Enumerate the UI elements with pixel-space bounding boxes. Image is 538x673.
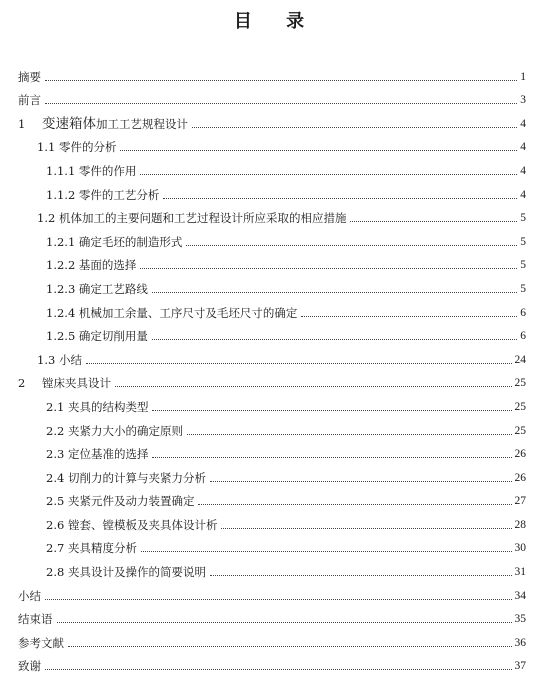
toc-page-number: 26 bbox=[514, 471, 526, 484]
toc-entry-number: 1.2 bbox=[37, 211, 56, 226]
toc-leader-dots bbox=[141, 550, 512, 552]
toc-entry[interactable] bbox=[18, 60, 526, 84]
toc-entry[interactable] bbox=[18, 178, 526, 202]
toc-entry-title: 小结 bbox=[58, 352, 82, 367]
toc-entry-label bbox=[18, 117, 190, 131]
toc-entry-title: 确定工艺路线 bbox=[78, 281, 148, 296]
toc-entry-title: 零件的分析 bbox=[58, 140, 117, 155]
toc-entry-label bbox=[37, 353, 84, 367]
toc-entry-number: 1.2.1 bbox=[46, 234, 76, 249]
toc-entry-label bbox=[18, 93, 43, 107]
toc-entry-title: 确定切削用量 bbox=[78, 329, 148, 344]
toc-entry[interactable] bbox=[18, 272, 526, 296]
toc-entry-label bbox=[37, 211, 348, 225]
toc-page-number: 6 bbox=[520, 306, 526, 319]
toc-entry-label bbox=[46, 188, 161, 202]
toc-entry[interactable] bbox=[18, 202, 526, 226]
toc-leader-dots bbox=[140, 173, 517, 175]
toc-leader-dots bbox=[68, 645, 512, 647]
toc-entry[interactable] bbox=[18, 225, 526, 249]
toc-page-number: 36 bbox=[514, 636, 526, 649]
toc-page-number: 25 bbox=[514, 377, 526, 390]
toc-leader-dots bbox=[152, 291, 517, 293]
toc-entry[interactable] bbox=[18, 296, 526, 320]
toc-entry-title: 夹具精度分析 bbox=[67, 541, 137, 556]
toc-entry-label bbox=[46, 471, 208, 485]
toc-leader-dots bbox=[152, 338, 517, 340]
toc-leader-dots bbox=[163, 197, 517, 199]
toc-page-number: 28 bbox=[514, 518, 526, 531]
toc-page-number: 24 bbox=[514, 353, 526, 366]
toc-entry-title: 机械加工余量、工序尺寸及毛坯尺寸的确定 bbox=[78, 305, 298, 320]
toc-entry-number: 2.4 bbox=[46, 470, 65, 485]
toc-entry[interactable] bbox=[18, 414, 526, 438]
toc-entry[interactable] bbox=[18, 555, 526, 579]
toc-entry-label bbox=[46, 306, 299, 320]
toc-entry-label bbox=[46, 235, 184, 249]
toc-entry-label bbox=[46, 400, 150, 414]
toc-entry-number: 1.2.4 bbox=[46, 305, 76, 320]
toc-page-number: 31 bbox=[514, 566, 526, 579]
toc-page-number: 1 bbox=[520, 70, 526, 83]
toc-entry-number: 1.2.5 bbox=[46, 329, 76, 344]
toc-leader-dots bbox=[120, 149, 517, 151]
toc-leader-dots bbox=[152, 409, 511, 411]
toc-entry-title: 加工工艺规程设计 bbox=[96, 116, 188, 131]
toc-entry-label bbox=[46, 565, 208, 579]
toc-entry[interactable] bbox=[18, 532, 526, 556]
toc-entry[interactable] bbox=[18, 390, 526, 414]
toc-page-number: 5 bbox=[520, 259, 526, 272]
toc-entry-number: 1 bbox=[18, 116, 26, 131]
toc-entry-title: 前言 bbox=[18, 93, 41, 108]
toc-entry-label bbox=[18, 376, 113, 390]
toc-leader-dots bbox=[45, 102, 517, 104]
toc-entry-label bbox=[46, 447, 150, 461]
toc-entry-number: 1.3 bbox=[37, 352, 56, 367]
toc-leader-dots bbox=[45, 668, 512, 670]
toc-entry-title-emphasis: 变速箱体 bbox=[42, 115, 96, 132]
toc-entry-title: 镗套、镗模板及夹具体设计析 bbox=[67, 517, 218, 532]
toc-page-number: 35 bbox=[514, 613, 526, 626]
toc-entry-label bbox=[18, 589, 43, 603]
toc-leader-dots bbox=[140, 267, 517, 269]
toc-entry[interactable] bbox=[18, 508, 526, 532]
toc-entry-label bbox=[18, 70, 43, 84]
toc-page-number: 5 bbox=[520, 212, 526, 225]
toc-leader-dots bbox=[210, 574, 512, 576]
toc-entry[interactable] bbox=[18, 438, 526, 462]
toc-entry-number: 2.7 bbox=[46, 541, 65, 556]
toc-entry-title: 定位基准的选择 bbox=[67, 447, 149, 462]
toc-entry-title: 切削力的计算与夹紧力分析 bbox=[67, 470, 206, 485]
toc-leader-dots bbox=[198, 503, 511, 505]
toc-list bbox=[18, 60, 526, 673]
toc-entry-title: 零件的工艺分析 bbox=[78, 187, 160, 202]
toc-page-number: 5 bbox=[520, 235, 526, 248]
toc-entry[interactable] bbox=[18, 461, 526, 485]
toc-page-number: 3 bbox=[520, 94, 526, 107]
toc-leader-dots bbox=[187, 433, 512, 435]
toc-entry[interactable] bbox=[18, 343, 526, 367]
toc-entry[interactable] bbox=[18, 650, 526, 673]
toc-entry-label bbox=[46, 282, 150, 296]
toc-entry-title: 夹紧元件及动力装置确定 bbox=[67, 494, 195, 509]
toc-entry-title: 结束语 bbox=[18, 612, 53, 627]
toc-leader-dots bbox=[86, 362, 512, 364]
toc-entry-title: 基面的选择 bbox=[78, 258, 137, 273]
toc-entry[interactable] bbox=[18, 603, 526, 627]
toc-entry-label bbox=[46, 518, 219, 532]
toc-leader-dots bbox=[57, 621, 512, 623]
toc-page-number: 4 bbox=[520, 117, 526, 130]
toc-entry-title: 参考文献 bbox=[18, 635, 64, 650]
toc-entry-number: 2 bbox=[18, 376, 26, 391]
toc-leader-dots bbox=[45, 598, 512, 600]
toc-entry-label bbox=[46, 258, 138, 272]
toc-entry-label bbox=[46, 164, 138, 178]
toc-page-number: 25 bbox=[514, 400, 526, 413]
toc-entry-number: 1.1.1 bbox=[46, 163, 76, 178]
toc-leader-dots bbox=[192, 126, 517, 128]
toc-leader-dots bbox=[210, 480, 512, 482]
toc-entry-label bbox=[46, 329, 150, 343]
toc-leader-dots bbox=[186, 244, 517, 246]
toc-entry-title: 镗床夹具设计 bbox=[42, 376, 111, 391]
toc-page-number: 4 bbox=[520, 141, 526, 154]
toc-page-number: 37 bbox=[514, 660, 526, 673]
toc-entry[interactable] bbox=[18, 84, 526, 108]
toc-entry-label bbox=[18, 612, 55, 626]
toc-entry-title: 夹具的结构类型 bbox=[67, 399, 149, 414]
toc-page-number: 5 bbox=[520, 282, 526, 295]
toc-entry[interactable] bbox=[18, 626, 526, 650]
toc-entry[interactable] bbox=[18, 367, 526, 391]
toc-entry-title: 致谢 bbox=[18, 659, 41, 673]
toc-page-number: 6 bbox=[520, 330, 526, 343]
toc-leader-dots bbox=[221, 527, 511, 529]
toc-leader-dots bbox=[45, 79, 517, 81]
toc-page-number: 25 bbox=[514, 424, 526, 437]
toc-entry-title: 夹紧力大小的确定原则 bbox=[67, 423, 183, 438]
toc-entry-number: 2.1 bbox=[46, 399, 65, 414]
toc-entry-title: 小结 bbox=[18, 588, 41, 603]
toc-entry-number: 1.1.2 bbox=[46, 187, 76, 202]
toc-entry-title: 摘要 bbox=[18, 69, 41, 84]
toc-entry-number: 2.2 bbox=[46, 423, 65, 438]
toc-entry[interactable] bbox=[18, 485, 526, 509]
toc-entry-label bbox=[46, 424, 185, 438]
toc-page-number: 34 bbox=[514, 589, 526, 602]
toc-entry-label bbox=[18, 636, 66, 650]
toc-entry[interactable] bbox=[18, 579, 526, 603]
toc-leader-dots bbox=[115, 385, 512, 387]
toc-page-number: 26 bbox=[514, 448, 526, 461]
toc-entry-label bbox=[18, 659, 43, 673]
toc-page-number: 4 bbox=[520, 164, 526, 177]
toc-entry-title: 确定毛坯的制造形式 bbox=[78, 234, 183, 249]
toc-leader-dots bbox=[152, 456, 511, 458]
toc-entry-label bbox=[46, 494, 196, 508]
toc-leader-dots bbox=[350, 220, 517, 222]
toc-entry-number: 2.5 bbox=[46, 494, 65, 509]
toc-entry[interactable] bbox=[18, 131, 526, 155]
toc-title: 目 录 bbox=[233, 11, 319, 32]
toc-entry-number: 2.6 bbox=[46, 517, 65, 532]
toc-page-number: 4 bbox=[520, 188, 526, 201]
toc-entry-title: 零件的作用 bbox=[78, 163, 137, 178]
toc-entry-label bbox=[37, 140, 118, 154]
toc-entry-label bbox=[46, 541, 139, 555]
toc-entry-title: 夹具设计及操作的简要说明 bbox=[67, 565, 206, 580]
toc-entry-number: 1.2.2 bbox=[46, 258, 76, 273]
toc-entry-number: 2.3 bbox=[46, 447, 65, 462]
toc-page-number: 27 bbox=[514, 495, 526, 508]
toc-entry-title: 机体加工的主要问题和工艺过程设计所应采取的相应措施 bbox=[58, 211, 347, 226]
toc-entry[interactable] bbox=[18, 249, 526, 273]
toc-page-number: 30 bbox=[514, 542, 526, 555]
toc-leader-dots bbox=[301, 315, 517, 317]
toc-entry-number: 1.2.3 bbox=[46, 281, 76, 296]
toc-entry[interactable] bbox=[18, 154, 526, 178]
toc-entry[interactable] bbox=[18, 107, 526, 131]
toc-entry-number: 1.1 bbox=[37, 140, 56, 155]
toc-entry-number: 2.8 bbox=[46, 565, 65, 580]
toc-entry[interactable] bbox=[18, 320, 526, 344]
